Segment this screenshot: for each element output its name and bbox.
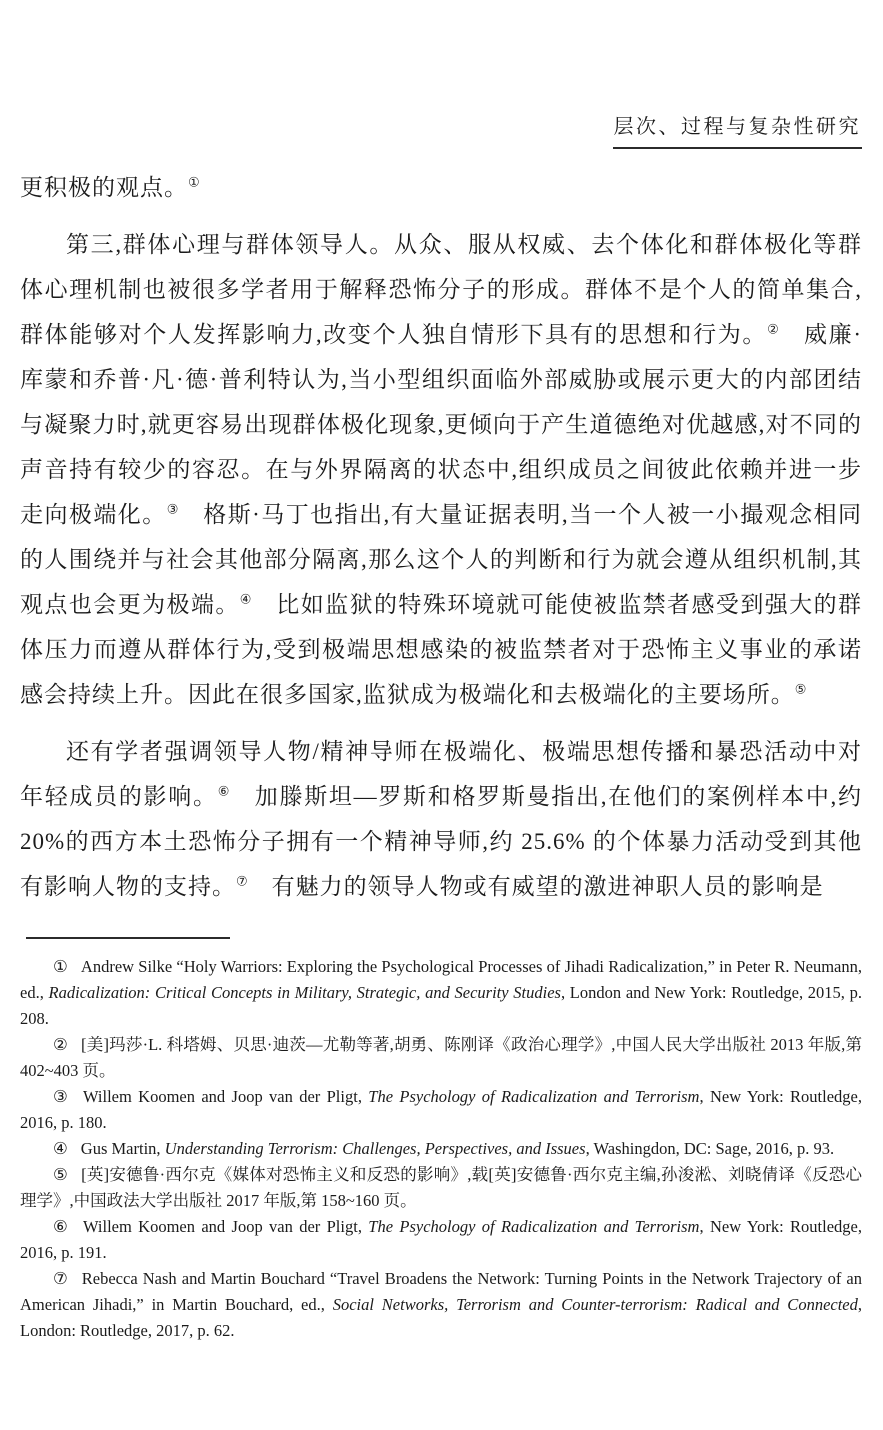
footnote-text <box>20 1165 862 1210</box>
footnote-ref-marker: ④ <box>239 591 252 607</box>
footnote-ref-marker: ⑤ <box>794 681 807 697</box>
footnote-ref-marker: ⑦ <box>236 873 248 889</box>
text-segment: , London: Routledge, 2017, p. 62. <box>20 1295 862 1340</box>
italic-title: The Psychology of Radicalization and Terrorism <box>368 1087 700 1106</box>
footnote-item <box>20 1266 862 1344</box>
footnote-marker: ① <box>53 957 68 976</box>
text-segment: 还有学者强调领导人物/精神导师在极端化、极端思想传播和暴恐活动中对年轻成员的影响。 <box>20 739 862 809</box>
footnote-separator <box>26 937 230 939</box>
body-paragraph-continuation <box>20 165 862 210</box>
footnote-text <box>20 1087 862 1132</box>
text-segment: 加滕斯坦—罗斯和格罗斯曼指出,在他们的案例样本中,约20%的西方本土恐怖分子拥有一个精神导师,约 25.6% 的个体暴力活动受到其他有影响人物的支持。 <box>20 784 863 899</box>
text-segment: Willem Koomen and Joop van der Pligt, <box>83 1217 369 1236</box>
footnote-text <box>20 957 862 1028</box>
footnote-marker: ④ <box>53 1139 68 1158</box>
body-text <box>20 165 862 909</box>
footnote-ref-marker: ① <box>188 174 200 190</box>
footnote-text <box>20 1269 862 1340</box>
text-segment: , New York: Routledge, 2016, p. 180. <box>20 1087 862 1132</box>
body-paragraph-leaders-mentors <box>20 729 862 909</box>
footnote-text <box>20 1217 862 1262</box>
text-segment: , New York: Routledge, 2016, p. 191. <box>20 1217 862 1262</box>
footnote-ref-marker: ⑥ <box>217 783 231 799</box>
footnotes <box>20 954 862 1344</box>
footnote-marker: ⑤ <box>53 1165 69 1184</box>
text-segment: [英]安德鲁·西尔克《媒体对恐怖主义和反恐的影响》,载[英]安德鲁·西尔克主编,孙浚淞、刘晓倩译《反恐心理学》,中国政法大学出版社 2017 年版,第 158~160 页。 <box>20 1165 862 1210</box>
running-head <box>20 0 862 149</box>
text-segment: 更积极的观点。 <box>20 175 188 200</box>
footnote-marker: ⑦ <box>53 1269 69 1288</box>
body-paragraph-group-psychology <box>20 222 862 717</box>
text-segment: 第三,群体心理与群体领导人。从众、服从权威、去个体化和群体极化等群体心理机制也被很多学者用于解释恐怖分子的形成。群体不是个人的简单集合,群体能够对个人发挥影响力,改变个人独自情形下具有的思想和行为。 <box>20 232 862 347</box>
footnote-marker: ② <box>53 1035 69 1054</box>
text-segment: , Washingdon, DC: Sage, 2016, p. 93. <box>585 1139 835 1158</box>
footnote-item <box>20 1032 862 1084</box>
italic-title: Understanding Terrorism: Challenges, Perspectives, and Issues <box>164 1139 586 1158</box>
text-segment: Rebecca Nash and Martin Bouchard “Travel Broadens the Network: Turning Points in the Network Trajectory of an American Jihadi,” in Martin Bouchard, ed., <box>20 1269 862 1314</box>
footnote-item <box>20 1162 862 1214</box>
text-segment: Andrew Silke “Holy Warriors: Exploring the Psychological Processes of Jihadi Radicalization,” in Peter R. Neumann, ed., <box>20 957 862 1002</box>
text-segment: Willem Koomen and Joop van der Pligt, <box>83 1087 369 1106</box>
text-segment: Gus Martin, <box>80 1139 165 1158</box>
footnote-item <box>20 954 862 1032</box>
italic-title: Social Networks, Terrorism and Counter-terrorism: Radical and Connected <box>332 1295 858 1314</box>
footnote-ref-marker: ③ <box>166 501 179 517</box>
italic-title: The Psychology of Radicalization and Terrorism <box>368 1217 700 1236</box>
text-segment: [美]玛莎·L. 科塔姆、贝思·迪茨—尤勒等著,胡勇、陈刚译《政治心理学》,中国人民大学出版社 2013 年版,第 402~403 页。 <box>20 1035 862 1080</box>
text-segment: 威廉·库蒙和乔普·凡·德·普利特认为,当小型组织面临外部威胁或展示更大的内部团结与凝聚力时,就更容易出现群体极化现象,更倾向于产生道德绝对优越感,对不同的声音持有较少的容忍。在与外界隔离的状态中,组织成员之间彼此依赖并进一步走向极端化。 <box>20 322 862 527</box>
footnote-text <box>81 1139 834 1158</box>
footnote-text <box>20 1035 862 1080</box>
footnote-marker: ③ <box>53 1087 71 1106</box>
footnote-item <box>20 1136 862 1162</box>
text-segment: 比如监狱的特殊环境就可能使被监禁者感受到强大的群体压力而遵从群体行为,受到极端思想感染的被监禁者对于恐怖主义事业的承诺感会持续上升。因此在很多国家,监狱成为极端化和去极端化的主要场所。 <box>20 592 862 707</box>
footnote-item <box>20 1214 862 1266</box>
running-head-title: 层次、过程与复杂性研究 <box>613 110 863 149</box>
footnote-marker: ⑥ <box>53 1217 71 1236</box>
italic-title: Radicalization: Critical Concepts in Military, Strategic, and Security Studies <box>48 983 561 1002</box>
text-segment: , London and New York: Routledge, 2015, p. 208. <box>20 983 862 1028</box>
footnote-ref-marker: ② <box>767 321 780 337</box>
text-segment: 格斯·马丁也指出,有大量证据表明,当一个人被一小撮观念相同的人围绕并与社会其他部分隔离,那么这个人的判断和行为就会遵从组织机制,其观点也会更为极端。 <box>20 502 862 617</box>
text-segment: 有魅力的领导人物或有威望的激进神职人员的影响是 <box>247 874 824 899</box>
footnote-item <box>20 1084 862 1136</box>
